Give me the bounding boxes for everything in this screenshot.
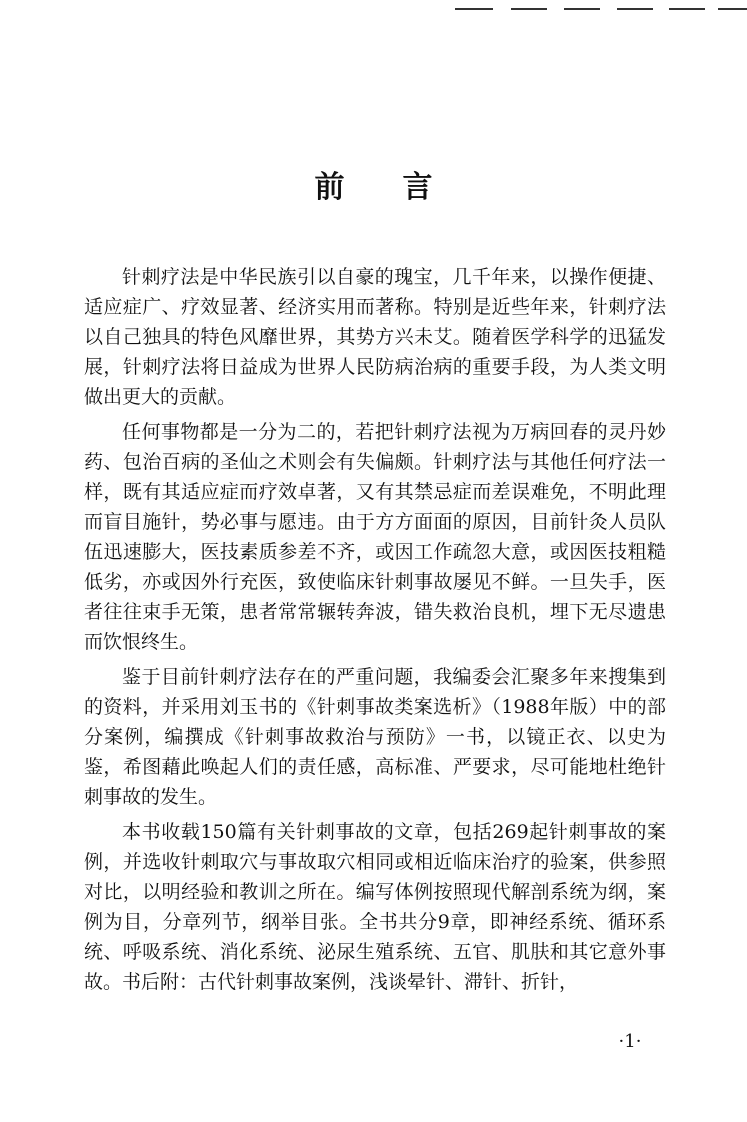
page-number: ·1·: [618, 1031, 642, 1052]
paragraph: 鉴于目前针刺疗法存在的严重问题，我编委会汇聚多年来搜集到的资料，并采用刘玉书的《针刺事故类案选析》（1988年版）中的部分案例，编撰成《针刺事故救治与预防》一书，以镜正衣、以史为鉴，希图藉此唤起人们的责任感，高标准、严要求，尽可能地杜绝针刺事故的发生。: [84, 666, 666, 808]
page-title: 前言: [314, 170, 491, 205]
paragraph: 任何事物都是一分为二的，若把针刺疗法视为万病回春的灵丹妙药、包治百病的圣仙之术则会有失偏颇。针刺疗法与其他任何疗法一样，既有其适应症而疗效卓著，又有其禁忌症而差误难免，不明此理而盲目施针，势必事与愿违。由于方方面面的原因，目前针灸人员队伍迅速膨大，医技素质参差不齐，或因工作疏忽大意，或因医技粗糙低劣，亦或因外行充医，致使临床针刺事故屡见不鲜。一旦失手，医者往往束手无策，患者常常辗转奔波，错失救治良机，埋下无尽遗患而饮恨终生。: [84, 421, 666, 653]
header-rule: [564, 8, 600, 10]
paragraph: 针刺疗法是中华民族引以自豪的瑰宝，几千年来，以操作便捷、适应症广、疗效显著、经济实用而著称。特别是近些年来，针刺疗法以自己独具的特色风靡世界，其势方兴未艾。随着医学科学的迅猛发展，针刺疗法将日益成为世界人民防病治病的重要手段，为人类文明做出更大的贡献。: [84, 266, 666, 408]
header-rule: [455, 8, 493, 10]
header-rule: [718, 8, 747, 10]
paragraph: 本书收载150篇有关针刺事故的文章，包括269起针刺事故的案例，并选收针刺取穴与事故取穴相同或相近临床治疗的验案，供参照对比，以明经验和教训之所在。编写体例按照现代解剖系统为纲，案例为目，分章列节，纲举目张。全书共分9章，即神经系统、循环系统、呼吸系统、消化系统、泌尿生殖系统、五官、肌肤和其它意外事故。书后附：古代针刺事故案例，浅谈晕针、滞针、折针，: [84, 821, 666, 993]
header-rule: [511, 8, 547, 10]
preface-body: [84, 262, 666, 1002]
header-rule: [617, 8, 653, 10]
header-rule: [669, 8, 705, 10]
